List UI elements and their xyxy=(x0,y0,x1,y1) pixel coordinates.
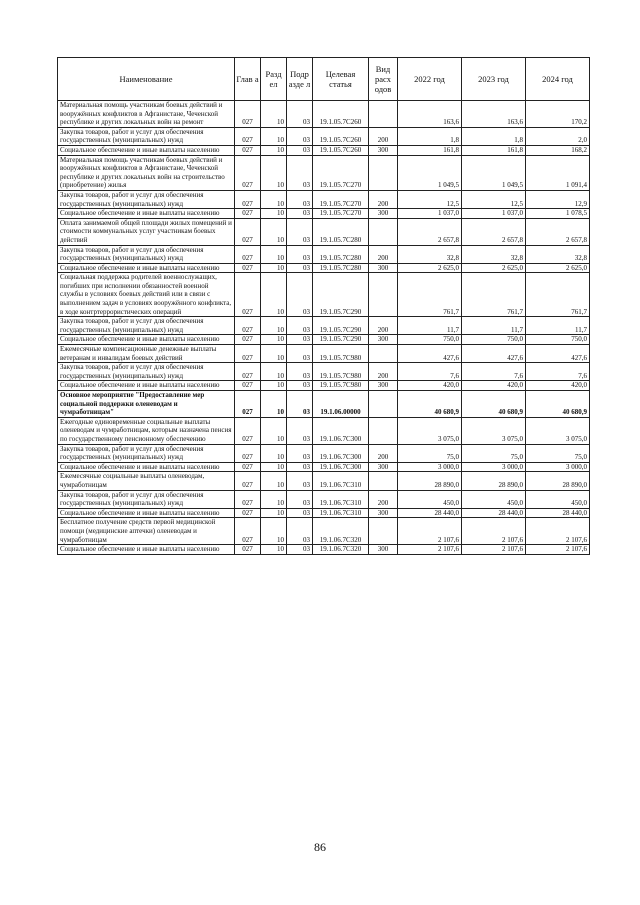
cell-2024: 420,0 xyxy=(526,381,590,391)
cell-2024: 1 091,4 xyxy=(526,155,590,190)
cell-vid xyxy=(369,417,398,444)
cell-2022: 2 625,0 xyxy=(398,263,462,273)
cell-vid: 300 xyxy=(369,545,398,555)
cell-name: Оплата занимаемой общей площади жилых помещений и стоимости коммунальных услуг участникам боевых действий xyxy=(58,218,235,245)
table-row xyxy=(58,508,590,518)
table-row xyxy=(58,391,590,418)
cell-glava: 027 xyxy=(235,472,261,490)
cell-glava: 027 xyxy=(235,518,261,545)
cell-2024: 2 107,6 xyxy=(526,545,590,555)
cell-2024: 170,2 xyxy=(526,101,590,128)
cell-name: Закупка товаров, работ и услуг для обеспечения государственных (муниципальных) нужд xyxy=(58,444,235,462)
cell-target: 19.1.05.7С270 xyxy=(313,190,369,208)
cell-razdel: 10 xyxy=(261,263,287,273)
cell-podrazdel: 03 xyxy=(287,245,313,263)
cell-vid: 300 xyxy=(369,263,398,273)
cell-razdel: 10 xyxy=(261,518,287,545)
cell-2023: 427,6 xyxy=(462,345,526,363)
cell-name: Социальное обеспечение и иные выплаты населению xyxy=(58,508,235,518)
cell-podrazdel: 03 xyxy=(287,472,313,490)
cell-razdel: 10 xyxy=(261,508,287,518)
cell-podrazdel: 03 xyxy=(287,190,313,208)
table-row xyxy=(58,462,590,472)
cell-target: 19.1.05.7С270 xyxy=(313,155,369,190)
cell-target: 19.1.05.7С260 xyxy=(313,101,369,128)
table-row xyxy=(58,545,590,555)
cell-name: Основное мероприятие "Предоставление мер социальной поддержки оленеводам и чумработницам" xyxy=(58,391,235,418)
cell-vid xyxy=(369,101,398,128)
cell-glava: 027 xyxy=(235,545,261,555)
cell-2024: 75,0 xyxy=(526,444,590,462)
cell-target: 19.1.06.7С310 xyxy=(313,508,369,518)
cell-2023: 75,0 xyxy=(462,444,526,462)
cell-vid: 300 xyxy=(369,335,398,345)
cell-podrazdel: 03 xyxy=(287,490,313,508)
table-row xyxy=(58,363,590,381)
table-row xyxy=(58,209,590,219)
cell-razdel: 10 xyxy=(261,155,287,190)
cell-name: Социальное обеспечение и иные выплаты населению xyxy=(58,335,235,345)
cell-podrazdel: 03 xyxy=(287,101,313,128)
cell-glava: 027 xyxy=(235,190,261,208)
cell-target: 19.1.05.7С290 xyxy=(313,273,369,317)
cell-podrazdel: 03 xyxy=(287,218,313,245)
cell-target: 19.1.05.7С290 xyxy=(313,335,369,345)
cell-razdel: 10 xyxy=(261,391,287,418)
cell-podrazdel: 03 xyxy=(287,417,313,444)
cell-2022: 40 680,9 xyxy=(398,391,462,418)
header-2023: 2023 год xyxy=(462,58,526,101)
cell-vid xyxy=(369,518,398,545)
table-row xyxy=(58,518,590,545)
header-podrazdel: Подр азде л xyxy=(287,58,313,101)
cell-glava: 027 xyxy=(235,490,261,508)
cell-name: Закупка товаров, работ и услуг для обеспечения государственных (муниципальных) нужд xyxy=(58,317,235,335)
cell-razdel: 10 xyxy=(261,335,287,345)
cell-glava: 027 xyxy=(235,317,261,335)
cell-2022: 32,8 xyxy=(398,245,462,263)
cell-2024: 40 680,9 xyxy=(526,391,590,418)
cell-name: Социальное обеспечение и иные выплаты населению xyxy=(58,545,235,555)
cell-vid xyxy=(369,345,398,363)
table-row xyxy=(58,245,590,263)
cell-glava: 027 xyxy=(235,363,261,381)
cell-razdel: 10 xyxy=(261,417,287,444)
cell-2024: 28 890,0 xyxy=(526,472,590,490)
cell-podrazdel: 03 xyxy=(287,273,313,317)
cell-2024: 2,0 xyxy=(526,127,590,145)
cell-name: Закупка товаров, работ и услуг для обеспечения государственных (муниципальных) нужд xyxy=(58,245,235,263)
cell-name: Социальная поддержка родителей военнослужащих, погибших при исполнении обязанностей военной службы в условиях боевых действий или в связи с выполнением задач в условиях вооружённого конфликта, в ходе контртеррористических операций xyxy=(58,273,235,317)
table-row xyxy=(58,145,590,155)
cell-2023: 1 049,5 xyxy=(462,155,526,190)
cell-target: 19.1.06.7С300 xyxy=(313,417,369,444)
cell-glava: 027 xyxy=(235,209,261,219)
cell-glava: 027 xyxy=(235,462,261,472)
cell-2023: 1 037,0 xyxy=(462,209,526,219)
cell-glava: 027 xyxy=(235,417,261,444)
cell-vid: 200 xyxy=(369,190,398,208)
cell-podrazdel: 03 xyxy=(287,518,313,545)
cell-2023: 761,7 xyxy=(462,273,526,317)
cell-2024: 450,0 xyxy=(526,490,590,508)
cell-razdel: 10 xyxy=(261,363,287,381)
header-target: Целевая статья xyxy=(313,58,369,101)
cell-target: 19.1.06.7С310 xyxy=(313,490,369,508)
cell-target: 19.1.05.7С260 xyxy=(313,127,369,145)
cell-name: Закупка товаров, работ и услуг для обеспечения государственных (муниципальных) нужд xyxy=(58,363,235,381)
cell-2023: 2 657,8 xyxy=(462,218,526,245)
cell-vid: 300 xyxy=(369,381,398,391)
cell-razdel: 10 xyxy=(261,145,287,155)
cell-2024: 11,7 xyxy=(526,317,590,335)
cell-name: Социальное обеспечение и иные выплаты населению xyxy=(58,462,235,472)
cell-razdel: 10 xyxy=(261,444,287,462)
cell-glava: 027 xyxy=(235,335,261,345)
cell-2023: 161,8 xyxy=(462,145,526,155)
cell-2024: 3 075,0 xyxy=(526,417,590,444)
cell-2024: 28 440,0 xyxy=(526,508,590,518)
cell-glava: 027 xyxy=(235,101,261,128)
cell-target: 19.1.06.7С320 xyxy=(313,518,369,545)
cell-2022: 163,6 xyxy=(398,101,462,128)
cell-2023: 40 680,9 xyxy=(462,391,526,418)
cell-2022: 75,0 xyxy=(398,444,462,462)
cell-2024: 1 078,5 xyxy=(526,209,590,219)
table-row xyxy=(58,317,590,335)
cell-vid: 300 xyxy=(369,462,398,472)
cell-glava: 027 xyxy=(235,155,261,190)
cell-2022: 1,8 xyxy=(398,127,462,145)
cell-podrazdel: 03 xyxy=(287,127,313,145)
cell-2023: 420,0 xyxy=(462,381,526,391)
header-2024: 2024 год xyxy=(526,58,590,101)
cell-2022: 28 890,0 xyxy=(398,472,462,490)
cell-name: Социальное обеспечение и иные выплаты населению xyxy=(58,209,235,219)
cell-2024: 32,8 xyxy=(526,245,590,263)
cell-razdel: 10 xyxy=(261,490,287,508)
cell-podrazdel: 03 xyxy=(287,391,313,418)
cell-name: Бесплатное получение средств первой медицинской помощи (медицинские аптечки) оленеводам и чумработницам xyxy=(58,518,235,545)
cell-podrazdel: 03 xyxy=(287,145,313,155)
cell-2023: 32,8 xyxy=(462,245,526,263)
cell-2022: 761,7 xyxy=(398,273,462,317)
cell-podrazdel: 03 xyxy=(287,444,313,462)
cell-podrazdel: 03 xyxy=(287,363,313,381)
cell-2023: 28 890,0 xyxy=(462,472,526,490)
cell-2022: 12,5 xyxy=(398,190,462,208)
cell-vid: 200 xyxy=(369,363,398,381)
cell-vid xyxy=(369,155,398,190)
cell-target: 19.1.05.7С280 xyxy=(313,263,369,273)
cell-razdel: 10 xyxy=(261,381,287,391)
cell-vid xyxy=(369,218,398,245)
cell-podrazdel: 03 xyxy=(287,545,313,555)
cell-glava: 027 xyxy=(235,145,261,155)
table-row xyxy=(58,345,590,363)
cell-2023: 11,7 xyxy=(462,317,526,335)
cell-target: 19.1.05.7С290 xyxy=(313,317,369,335)
cell-2022: 3 075,0 xyxy=(398,417,462,444)
cell-razdel: 10 xyxy=(261,317,287,335)
cell-podrazdel: 03 xyxy=(287,155,313,190)
cell-2024: 2 657,8 xyxy=(526,218,590,245)
cell-glava: 027 xyxy=(235,345,261,363)
header-name: Наименование xyxy=(58,58,235,101)
page-number: 86 xyxy=(314,840,326,854)
table-row xyxy=(58,417,590,444)
cell-2023: 28 440,0 xyxy=(462,508,526,518)
cell-name: Социальное обеспечение и иные выплаты населению xyxy=(58,145,235,155)
cell-2024: 750,0 xyxy=(526,335,590,345)
cell-target: 19.1.05.7С280 xyxy=(313,245,369,263)
cell-2022: 2 107,6 xyxy=(398,518,462,545)
cell-podrazdel: 03 xyxy=(287,209,313,219)
cell-target: 19.1.06.7С300 xyxy=(313,462,369,472)
budget-table xyxy=(57,57,590,555)
cell-glava: 027 xyxy=(235,508,261,518)
cell-name: Ежегодные единовременные социальные выплаты оленеводам и чумработницам, которым назначена пенсия по государственному пенсионному обеспечению xyxy=(58,417,235,444)
cell-2022: 1 037,0 xyxy=(398,209,462,219)
cell-name: Закупка товаров, работ и услуг для обеспечения государственных (муниципальных) нужд xyxy=(58,490,235,508)
cell-2023: 750,0 xyxy=(462,335,526,345)
cell-target: 19.1.06.7С320 xyxy=(313,545,369,555)
cell-2022: 11,7 xyxy=(398,317,462,335)
header-2022: 2022 год xyxy=(398,58,462,101)
cell-2023: 3 075,0 xyxy=(462,417,526,444)
cell-razdel: 10 xyxy=(261,218,287,245)
cell-name: Материальная помощь участникам боевых действий и вооружённых конфликтов в Афганистане, Чеченской республике и других локальных войн на ремонт xyxy=(58,101,235,128)
table-row xyxy=(58,155,590,190)
cell-name: Ежемесячные компенсационные денежные выплаты ветеранам и инвалидам боевых действий xyxy=(58,345,235,363)
cell-vid xyxy=(369,273,398,317)
cell-razdel: 10 xyxy=(261,345,287,363)
cell-2024: 2 625,0 xyxy=(526,263,590,273)
cell-vid xyxy=(369,391,398,418)
cell-2023: 450,0 xyxy=(462,490,526,508)
cell-name: Социальное обеспечение и иные выплаты населению xyxy=(58,263,235,273)
cell-2023: 2 625,0 xyxy=(462,263,526,273)
table-header-row xyxy=(58,58,590,101)
cell-razdel: 10 xyxy=(261,127,287,145)
cell-razdel: 10 xyxy=(261,245,287,263)
cell-glava: 027 xyxy=(235,218,261,245)
cell-2024: 3 000,0 xyxy=(526,462,590,472)
cell-2023: 1,8 xyxy=(462,127,526,145)
header-glava: Глав а xyxy=(235,58,261,101)
cell-glava: 027 xyxy=(235,391,261,418)
cell-vid: 300 xyxy=(369,209,398,219)
cell-2022: 450,0 xyxy=(398,490,462,508)
cell-vid: 200 xyxy=(369,245,398,263)
table-row xyxy=(58,101,590,128)
cell-razdel: 10 xyxy=(261,190,287,208)
cell-podrazdel: 03 xyxy=(287,335,313,345)
cell-2023: 2 107,6 xyxy=(462,518,526,545)
cell-target: 19.1.05.7С280 xyxy=(313,218,369,245)
cell-glava: 027 xyxy=(235,273,261,317)
cell-target: 19.1.06.7С300 xyxy=(313,444,369,462)
cell-vid: 200 xyxy=(369,317,398,335)
cell-2022: 427,6 xyxy=(398,345,462,363)
cell-razdel: 10 xyxy=(261,273,287,317)
table-row xyxy=(58,218,590,245)
cell-target: 19.1.05.7С980 xyxy=(313,381,369,391)
cell-name: Ежемесячные социальные выплаты оленеводам, чумработницам xyxy=(58,472,235,490)
cell-glava: 027 xyxy=(235,444,261,462)
cell-2024: 168,2 xyxy=(526,145,590,155)
cell-razdel: 10 xyxy=(261,462,287,472)
cell-glava: 027 xyxy=(235,127,261,145)
cell-target: 19.1.05.7С260 xyxy=(313,145,369,155)
cell-razdel: 10 xyxy=(261,472,287,490)
cell-target: 19.1.05.7С270 xyxy=(313,209,369,219)
cell-2022: 7,6 xyxy=(398,363,462,381)
table-row xyxy=(58,190,590,208)
cell-2024: 427,6 xyxy=(526,345,590,363)
cell-2023: 3 000,0 xyxy=(462,462,526,472)
cell-podrazdel: 03 xyxy=(287,345,313,363)
cell-target: 19.1.06.7С310 xyxy=(313,472,369,490)
cell-2022: 1 049,5 xyxy=(398,155,462,190)
cell-podrazdel: 03 xyxy=(287,317,313,335)
cell-name: Закупка товаров, работ и услуг для обеспечения государственных (муниципальных) нужд xyxy=(58,127,235,145)
cell-name: Материальная помощь участникам боевых действий и вооружённых конфликтов в Афганистане, Чеченской республике и других локальных войн на строительство (приобретение) жилья xyxy=(58,155,235,190)
table-row xyxy=(58,381,590,391)
cell-vid: 200 xyxy=(369,444,398,462)
cell-glava: 027 xyxy=(235,263,261,273)
table-row xyxy=(58,335,590,345)
cell-2023: 163,6 xyxy=(462,101,526,128)
cell-podrazdel: 03 xyxy=(287,462,313,472)
cell-glava: 027 xyxy=(235,381,261,391)
cell-target: 19.1.06.00000 xyxy=(313,391,369,418)
cell-2022: 420,0 xyxy=(398,381,462,391)
cell-razdel: 10 xyxy=(261,545,287,555)
cell-2024: 2 107,6 xyxy=(526,518,590,545)
header-vid: Вид расх одов xyxy=(369,58,398,101)
cell-name: Социальное обеспечение и иные выплаты населению xyxy=(58,381,235,391)
cell-razdel: 10 xyxy=(261,209,287,219)
cell-2024: 7,6 xyxy=(526,363,590,381)
cell-2023: 7,6 xyxy=(462,363,526,381)
cell-vid: 300 xyxy=(369,508,398,518)
cell-2023: 12,5 xyxy=(462,190,526,208)
cell-target: 19.1.05.7С980 xyxy=(313,345,369,363)
cell-2022: 2 107,6 xyxy=(398,545,462,555)
cell-2024: 12,9 xyxy=(526,190,590,208)
table-row xyxy=(58,263,590,273)
cell-vid: 300 xyxy=(369,145,398,155)
cell-2022: 3 000,0 xyxy=(398,462,462,472)
cell-2022: 161,8 xyxy=(398,145,462,155)
table-row xyxy=(58,273,590,317)
cell-podrazdel: 03 xyxy=(287,381,313,391)
cell-podrazdel: 03 xyxy=(287,263,313,273)
cell-podrazdel: 03 xyxy=(287,508,313,518)
table-row xyxy=(58,472,590,490)
cell-name: Закупка товаров, работ и услуг для обеспечения государственных (муниципальных) нужд xyxy=(58,190,235,208)
table-row xyxy=(58,127,590,145)
cell-2024: 761,7 xyxy=(526,273,590,317)
cell-glava: 027 xyxy=(235,245,261,263)
cell-razdel: 10 xyxy=(261,101,287,128)
table-row xyxy=(58,490,590,508)
cell-2022: 28 440,0 xyxy=(398,508,462,518)
table-row xyxy=(58,444,590,462)
cell-2022: 2 657,8 xyxy=(398,218,462,245)
cell-vid: 200 xyxy=(369,490,398,508)
cell-vid: 200 xyxy=(369,127,398,145)
cell-2023: 2 107,6 xyxy=(462,545,526,555)
table-body xyxy=(58,101,590,555)
cell-target: 19.1.05.7С980 xyxy=(313,363,369,381)
cell-vid xyxy=(369,472,398,490)
header-razdel: Разд ел xyxy=(261,58,287,101)
cell-2022: 750,0 xyxy=(398,335,462,345)
